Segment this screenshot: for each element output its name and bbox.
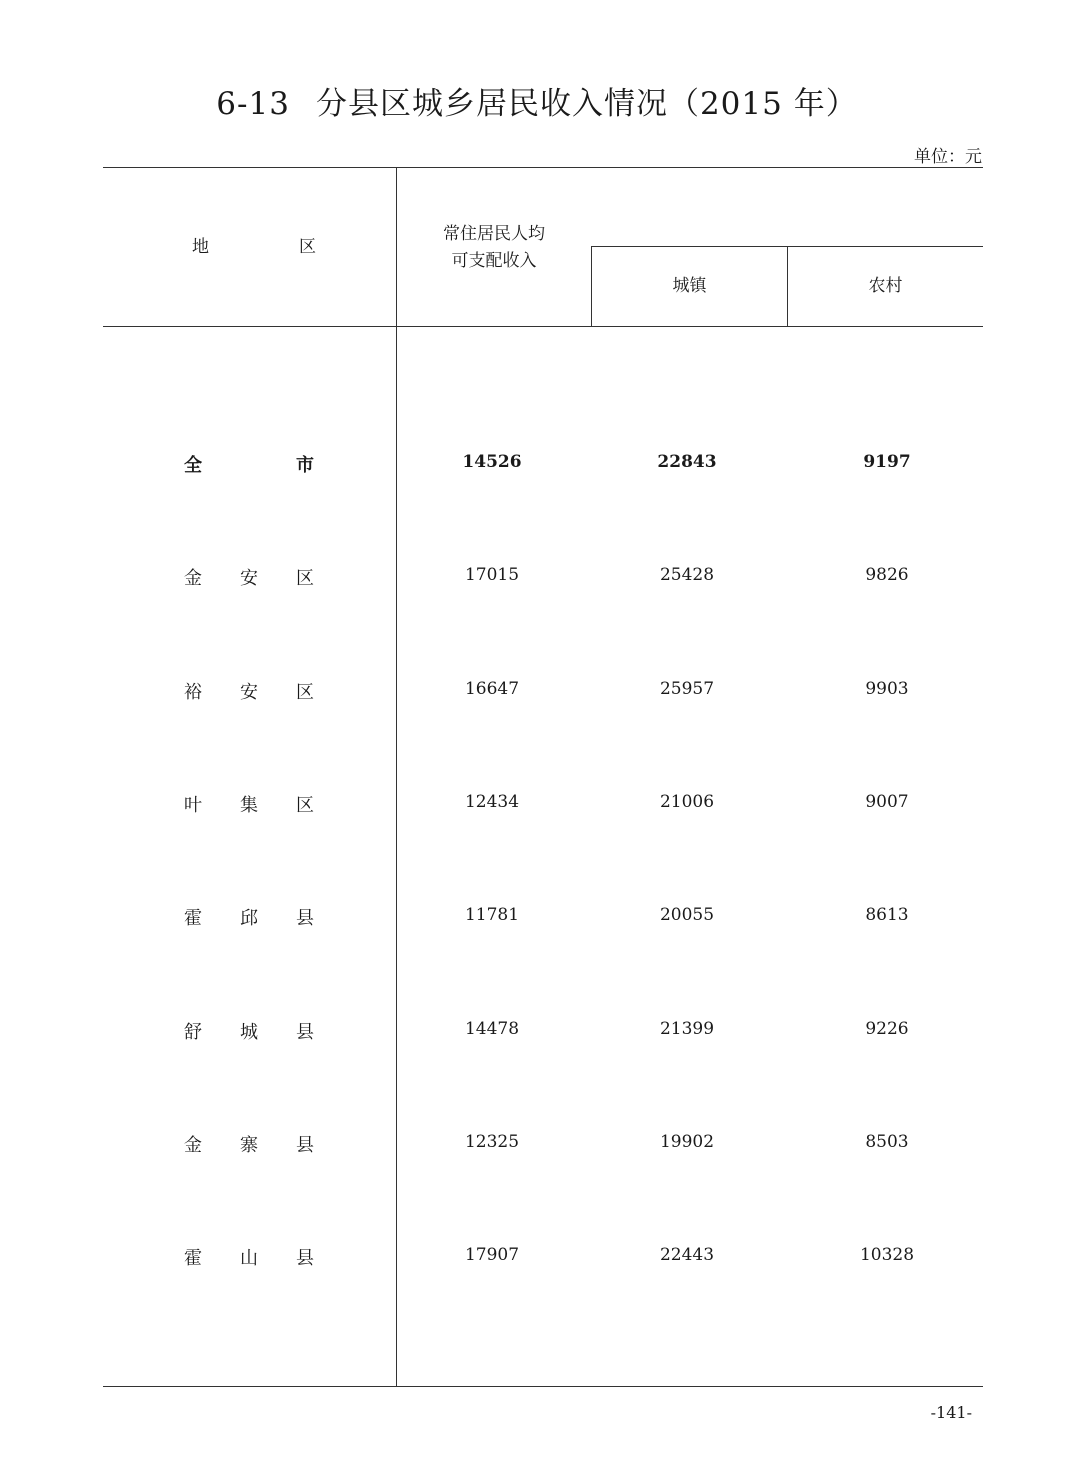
header-region-char-1: 地 [192, 237, 209, 257]
rural-income-value: 9903 [865, 679, 909, 699]
per-capita-income-value: 17907 [464, 1245, 520, 1265]
rural-income-value: 9826 [865, 565, 909, 585]
urban-income-value: 25428 [659, 565, 715, 585]
urban-income-value: 20055 [659, 905, 715, 925]
per-capita-income-value: 17015 [464, 565, 520, 585]
region-name-char: 裕 [184, 682, 202, 703]
region-name-char: 叶 [184, 795, 202, 816]
urban-income-value: 25957 [659, 679, 715, 699]
region-name-char: 县 [296, 1135, 314, 1156]
region-name-char: 邱 [240, 908, 258, 929]
urban-income-value: 21006 [659, 792, 715, 812]
region-name-char: 霍 [184, 1248, 202, 1269]
rural-income-value: 9226 [865, 1019, 909, 1039]
table-number: 6-13 [216, 86, 290, 122]
rural-income-value: 8613 [865, 905, 909, 925]
header-per-capita-income [397, 221, 591, 275]
region-name-char: 霍 [184, 908, 202, 929]
table-bottom-rule [103, 1386, 983, 1387]
header-bottom-rule [103, 326, 983, 327]
header-region [192, 234, 316, 264]
region-name-char: 金 [184, 1135, 202, 1156]
region-name-char: 寨 [240, 1135, 258, 1156]
region-name-char: 集 [240, 795, 258, 816]
per-capita-income-value: 12434 [464, 792, 520, 812]
urban-income-value: 19902 [659, 1132, 715, 1152]
unit-label: 单位：元 [914, 147, 982, 167]
rural-income-value: 9197 [863, 452, 911, 472]
table-top-rule [103, 167, 983, 168]
region-name-char: 区 [296, 682, 314, 703]
page-number: -141- [930, 1403, 972, 1422]
region-name-char: 区 [296, 795, 314, 816]
header-per-capita-line-2: 可支配收入 [451, 251, 537, 271]
urban-income-value: 21399 [659, 1019, 715, 1039]
page-title [0, 78, 1074, 123]
region-name-char: 山 [240, 1248, 258, 1269]
per-capita-income-value: 14478 [464, 1019, 520, 1039]
header-rural: 农村 [868, 276, 903, 296]
table-title-text: 分县区城乡居民收入情况（2015 年） [315, 86, 858, 122]
rural-income-value: 9007 [865, 792, 909, 812]
region-name-char: 区 [296, 568, 314, 589]
rural-income-value: 10328 [859, 1245, 915, 1265]
region-column-divider [396, 167, 397, 1386]
header-per-capita-line-1: 常住居民人均 [443, 224, 545, 244]
urban-income-value: 22443 [659, 1245, 715, 1265]
region-name-char: 县 [296, 908, 314, 929]
header-urban: 城镇 [672, 276, 707, 296]
region-name-char: 舒 [184, 1022, 202, 1043]
urban-income-value: 22843 [657, 452, 717, 472]
region-name-char: 全 [184, 455, 202, 476]
region-name-char: 安 [240, 568, 258, 589]
region-name-char: 市 [296, 455, 314, 476]
header-region-char-2: 区 [299, 237, 316, 257]
region-name-char: 县 [296, 1022, 314, 1043]
rural-income-value: 8503 [865, 1132, 909, 1152]
per-capita-income-value: 14526 [462, 452, 522, 472]
region-name-char: 县 [296, 1248, 314, 1269]
per-capita-income-value: 11781 [464, 905, 520, 925]
per-capita-income-value: 12325 [464, 1132, 520, 1152]
region-name-char: 城 [240, 1022, 258, 1043]
region-name-char: 金 [184, 568, 202, 589]
per-capita-income-value: 16647 [464, 679, 520, 699]
region-name-char: 安 [240, 682, 258, 703]
